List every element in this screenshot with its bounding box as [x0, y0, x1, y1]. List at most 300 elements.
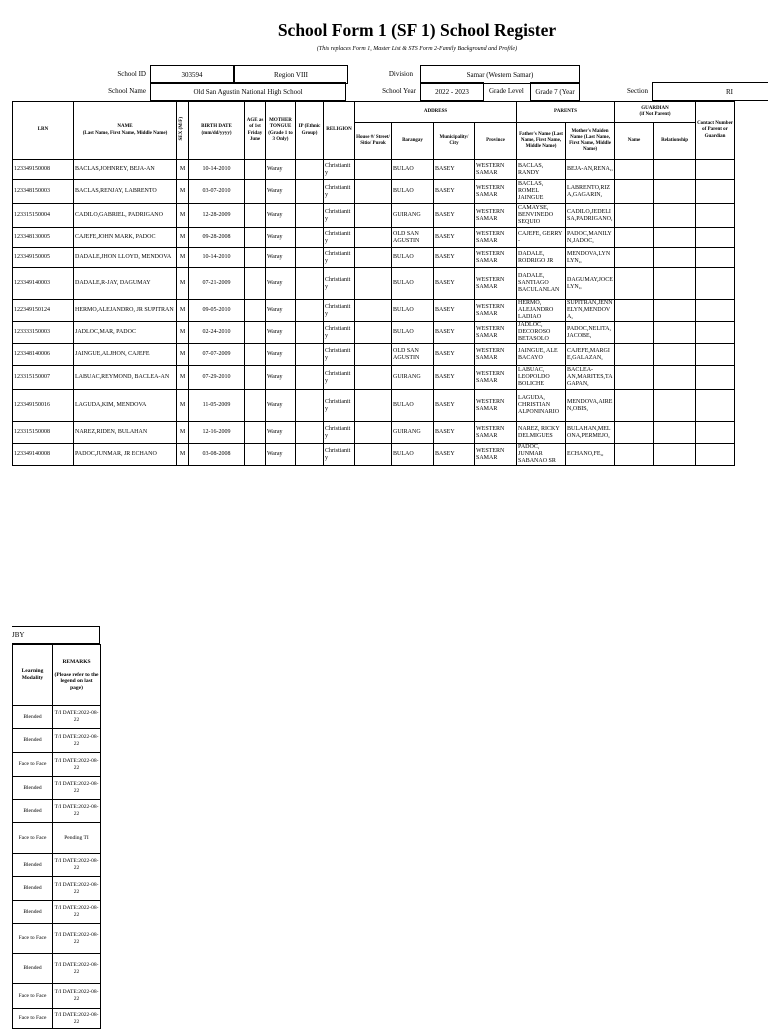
- col-remarks-sub: (Please refer to the legend on last page): [54, 671, 99, 691]
- cell-ip: [296, 366, 324, 390]
- cell-house: [355, 422, 392, 444]
- cell-guardian-rel: [654, 444, 696, 466]
- cell-remark: T/I DATE:2022-08-22: [53, 753, 101, 777]
- cell-birth: 07-29-2010: [189, 366, 245, 390]
- cell-religion: Christianity: [324, 300, 355, 322]
- cell-ip: [296, 322, 324, 344]
- cell-lrn: 123349140003: [13, 268, 74, 300]
- cell-age: [245, 390, 266, 422]
- cell-guardian-rel: [654, 422, 696, 444]
- col-tongue: MOTHER TONGUE (Grade 1 to 3 Only): [266, 102, 296, 160]
- cell-remark: T/I DATE:2022-08-22: [53, 706, 101, 729]
- cell-ip: [296, 444, 324, 466]
- cell-mother: PADOC,NELITA,JACOBE,: [566, 322, 615, 344]
- cell-guardian-rel: [654, 160, 696, 180]
- col-mother: Mother's Maiden Name (Last Name, First Name, Middle Name): [566, 123, 615, 160]
- cell-province: WESTERN SAMAR: [475, 322, 517, 344]
- list-item: [13, 877, 101, 901]
- cell-religion: Christianity: [324, 248, 355, 268]
- cell-city: BASEY: [434, 390, 475, 422]
- cell-modality: Blended: [13, 777, 53, 800]
- cell-remark: T/I DATE:2022-08-22: [53, 984, 101, 1009]
- col-guardian: [615, 102, 696, 123]
- cell-guardian-name: [615, 160, 654, 180]
- list-item: [13, 1009, 101, 1029]
- cell-guardian-rel: [654, 366, 696, 390]
- col-municipality: Municipality/ City: [434, 123, 475, 160]
- cell-modality: Face to Face: [13, 984, 53, 1009]
- cell-barangay: BULAO: [392, 322, 434, 344]
- cell-modality: Face to Face: [13, 823, 53, 854]
- cell-sex: M: [177, 160, 189, 180]
- list-item: [13, 706, 101, 729]
- col-guardian-sub: (if Not Parent): [639, 112, 671, 117]
- cell-mother: BULAHAN,MELONA,PERMEJO,: [566, 422, 615, 444]
- cell-city: BASEY: [434, 160, 475, 180]
- cell-modality: Blended: [13, 877, 53, 901]
- remarks-table: [12, 644, 101, 1029]
- cell-religion: Christianity: [324, 344, 355, 366]
- cell-sex: M: [177, 444, 189, 466]
- cell-city: BASEY: [434, 300, 475, 322]
- cell-house: [355, 300, 392, 322]
- cell-religion: Christianity: [324, 390, 355, 422]
- col-sex: [177, 102, 189, 160]
- col-name-label: NAME: [117, 124, 133, 130]
- cell-province: WESTERN SAMAR: [475, 180, 517, 204]
- cell-guardian-name: [615, 180, 654, 204]
- cell-religion: Christianity: [324, 366, 355, 390]
- cell-lrn: 123349140008: [13, 444, 74, 466]
- cell-tongue: Waray: [266, 344, 296, 366]
- cell-ip: [296, 204, 324, 228]
- cell-modality: Blended: [13, 901, 53, 924]
- cell-father: BACLAS, ROMEL JAINGUE: [517, 180, 566, 204]
- form-subtitle: (This replaces Form 1, Master List & STS Form 2-Family Background and Profile): [316, 46, 518, 52]
- col-father: Father's Name (Last Name, First Name, Middle Name): [517, 123, 566, 160]
- cell-tongue: Waray: [266, 248, 296, 268]
- cell-tongue: Waray: [266, 422, 296, 444]
- cell-birth: 07-07-2009: [189, 344, 245, 366]
- cell-age: [245, 300, 266, 322]
- cell-city: BASEY: [434, 268, 475, 300]
- cell-ip: [296, 180, 324, 204]
- table-row: [13, 366, 735, 390]
- col-guardian-label: GUARDIAN: [641, 105, 669, 111]
- cell-birth: 09-05-2010: [189, 300, 245, 322]
- cell-ip: [296, 160, 324, 180]
- region-field: Region VIII: [234, 65, 348, 84]
- cell-tongue: Waray: [266, 204, 296, 228]
- col-parents: PARENTS: [517, 102, 615, 123]
- section-field: [652, 82, 768, 101]
- cell-province: WESTERN SAMAR: [475, 160, 517, 180]
- cell-guardian-name: [615, 366, 654, 390]
- cell-age: [245, 422, 266, 444]
- cell-guardian-name: [615, 444, 654, 466]
- cell-name: LABUAC,REYMOND, BACLEA-AN: [74, 366, 177, 390]
- list-item: [13, 823, 101, 854]
- side-top-cell: JBY: [12, 626, 100, 644]
- cell-house: [355, 366, 392, 390]
- cell-mother: BEJA-AN,RENA,,: [566, 160, 615, 180]
- cell-remark: T/I DATE:2022-08-22: [53, 854, 101, 877]
- cell-contact: [696, 300, 735, 322]
- cell-barangay: BULAO: [392, 444, 434, 466]
- cell-sex: M: [177, 300, 189, 322]
- list-item: [13, 729, 101, 753]
- cell-contact: [696, 204, 735, 228]
- cell-sex: M: [177, 366, 189, 390]
- cell-house: [355, 160, 392, 180]
- register-table: [12, 101, 735, 466]
- cell-house: [355, 228, 392, 248]
- cell-birth: 12-16-2009: [189, 422, 245, 444]
- cell-mother: DAGUMAY,JOCELYN,,: [566, 268, 615, 300]
- table-row: [13, 390, 735, 422]
- school-name-label: School Name: [108, 87, 146, 95]
- cell-sex: M: [177, 180, 189, 204]
- cell-province: WESTERN SAMAR: [475, 228, 517, 248]
- col-learning-modality: Learning Modality: [13, 645, 53, 706]
- cell-contact: [696, 444, 735, 466]
- cell-name: JADLOC,MAR, PADOC: [74, 322, 177, 344]
- list-item: [13, 984, 101, 1009]
- cell-guardian-rel: [654, 344, 696, 366]
- cell-name: DADALE,R-JAY, DAGUMAY: [74, 268, 177, 300]
- cell-guardian-rel: [654, 322, 696, 344]
- cell-lrn: 123349150005: [13, 248, 74, 268]
- cell-ip: [296, 344, 324, 366]
- col-remarks-label: REMARKS: [62, 658, 91, 665]
- cell-remark: Pending TI: [53, 823, 101, 854]
- cell-province: WESTERN SAMAR: [475, 444, 517, 466]
- cell-age: [245, 180, 266, 204]
- cell-city: BASEY: [434, 228, 475, 248]
- cell-tongue: Waray: [266, 366, 296, 390]
- cell-province: WESTERN SAMAR: [475, 390, 517, 422]
- school-year-field: 2022 - 2023: [420, 82, 484, 101]
- section-label: Section: [627, 87, 648, 95]
- cell-house: [355, 344, 392, 366]
- col-guardian-rel: Relationship: [654, 123, 696, 160]
- grade-level-label: Grade Level: [489, 87, 524, 95]
- school-name-field: Old San Agustin National High School: [150, 82, 346, 101]
- cell-father: DADALE, SANTIAGO BACULANLAN: [517, 268, 566, 300]
- cell-lrn: 123349150016: [13, 390, 74, 422]
- cell-contact: [696, 268, 735, 300]
- cell-age: [245, 322, 266, 344]
- cell-contact: [696, 228, 735, 248]
- division-field: Samar (Western Samar): [420, 65, 580, 84]
- table-row: [13, 160, 735, 180]
- cell-city: BASEY: [434, 444, 475, 466]
- table-row: [13, 204, 735, 228]
- col-sex-label: SEX (M/F): [179, 117, 185, 141]
- table-row: [13, 180, 735, 204]
- cell-modality: Face to Face: [13, 924, 53, 954]
- cell-name: BACLAS,JOHNREY, BEJA-AN: [74, 160, 177, 180]
- cell-age: [245, 366, 266, 390]
- cell-modality: Face to Face: [13, 753, 53, 777]
- cell-city: BASEY: [434, 422, 475, 444]
- cell-lrn: 123333150003: [13, 322, 74, 344]
- cell-father: LABUAC, LEOPOLDO BOLICHE: [517, 366, 566, 390]
- cell-name: LAGUDA,KIM, MENDOVA: [74, 390, 177, 422]
- cell-city: BASEY: [434, 204, 475, 228]
- cell-age: [245, 204, 266, 228]
- cell-mother: MENDOVA,AIREN,OBIS,: [566, 390, 615, 422]
- cell-ip: [296, 248, 324, 268]
- cell-religion: Christianity: [324, 268, 355, 300]
- grade-level-field: Grade 7 (Year: [530, 82, 580, 101]
- cell-guardian-rel: [654, 204, 696, 228]
- cell-sex: M: [177, 322, 189, 344]
- cell-mother: MENDOVA,LYNLYN,,: [566, 248, 615, 268]
- cell-lrn: 123348140006: [13, 344, 74, 366]
- table-row: [13, 228, 735, 248]
- cell-guardian-name: [615, 390, 654, 422]
- cell-barangay: BULAO: [392, 390, 434, 422]
- cell-remark: T/I DATE:2022-08-22: [53, 954, 101, 984]
- cell-religion: Christianity: [324, 180, 355, 204]
- cell-guardian-name: [615, 344, 654, 366]
- cell-father: BACLAS, RANDY: [517, 160, 566, 180]
- list-item: [13, 777, 101, 800]
- table-row: [13, 444, 735, 466]
- cell-mother: PADOC,MANILYN,JADOC,: [566, 228, 615, 248]
- cell-house: [355, 180, 392, 204]
- cell-sex: M: [177, 422, 189, 444]
- cell-modality: Blended: [13, 954, 53, 984]
- cell-province: WESTERN SAMAR: [475, 366, 517, 390]
- cell-ip: [296, 228, 324, 248]
- cell-city: BASEY: [434, 180, 475, 204]
- table-row: [13, 344, 735, 366]
- cell-lrn: 123348150003: [13, 180, 74, 204]
- cell-ip: [296, 268, 324, 300]
- cell-remark: T/I DATE:2022-08-22: [53, 1009, 101, 1029]
- table-row: [13, 300, 735, 322]
- cell-father: CAMAYSE, BENVINEDO SEQUIO: [517, 204, 566, 228]
- division-label: Division: [388, 70, 413, 78]
- list-item: [13, 800, 101, 823]
- cell-father: DADALE, RODRIGO JR: [517, 248, 566, 268]
- cell-tongue: Waray: [266, 160, 296, 180]
- cell-modality: Blended: [13, 706, 53, 729]
- cell-modality: Blended: [13, 854, 53, 877]
- cell-tongue: Waray: [266, 390, 296, 422]
- cell-age: [245, 228, 266, 248]
- cell-birth: 07-21-2009: [189, 268, 245, 300]
- table-row: [13, 322, 735, 344]
- cell-city: BASEY: [434, 248, 475, 268]
- cell-contact: [696, 344, 735, 366]
- cell-age: [245, 160, 266, 180]
- cell-mother: SUPITRAN,JENNELYN,MENDOVA,: [567, 300, 613, 320]
- cell-father: JAINGUE, ALE BACAYO: [517, 344, 566, 366]
- cell-guardian-name: [615, 268, 654, 300]
- cell-province: WESTERN SAMAR: [475, 204, 517, 228]
- cell-birth: 11-05-2009: [189, 390, 245, 422]
- cell-guardian-rel: [654, 300, 696, 322]
- col-birth: [189, 102, 245, 160]
- cell-province: WESTERN SAMAR: [475, 268, 517, 300]
- cell-ip: [296, 300, 324, 322]
- cell-sex: M: [177, 204, 189, 228]
- col-province: Province: [475, 123, 517, 160]
- cell-guardian-name: [615, 300, 654, 322]
- cell-remark: T/I DATE:2022-08-22: [53, 800, 101, 823]
- cell-remark: T/I DATE:2022-08-22: [53, 777, 101, 800]
- cell-contact: [696, 248, 735, 268]
- cell-ip: [296, 390, 324, 422]
- cell-province: WESTERN SAMAR: [475, 344, 517, 366]
- cell-guardian-rel: [654, 180, 696, 204]
- cell-age: [245, 344, 266, 366]
- school-year-label: School Year: [382, 87, 416, 95]
- col-remarks: [53, 645, 101, 706]
- cell-mother: CADILO,JEDELISA,PADRIGANO,: [566, 204, 615, 228]
- col-name: [74, 102, 177, 160]
- cell-name: CAJEFE,JOHN MARK, PADOC: [74, 228, 177, 248]
- col-age: AGE as of 1st Friday June: [245, 102, 266, 160]
- cell-name: BACLAS,RENJAY, LABRENTO: [74, 180, 177, 204]
- cell-city: BASEY: [434, 366, 475, 390]
- list-item: [13, 924, 101, 954]
- cell-province: WESTERN SAMAR: [475, 300, 517, 322]
- cell-ip: [296, 422, 324, 444]
- col-name-sub: (Last Name, First Name, Middle Name): [82, 130, 168, 136]
- cell-modality: Blended: [13, 729, 53, 753]
- cell-tongue: Waray: [266, 180, 296, 204]
- cell-contact: [696, 160, 735, 180]
- cell-remark: T/I DATE:2022-08-22: [53, 877, 101, 901]
- cell-lrn: 122349150124: [13, 300, 74, 322]
- cell-modality: Face to Face: [13, 1009, 53, 1029]
- col-guardian-name: Name: [615, 123, 654, 160]
- cell-guardian-name: [615, 322, 654, 344]
- cell-father: JADLOC, DECOROSO BETASOLO: [517, 322, 566, 344]
- cell-barangay: OLD SAN AGUSTIN: [392, 228, 434, 248]
- cell-barangay: GUIRANG: [392, 204, 434, 228]
- cell-birth: 09-28-2008: [189, 228, 245, 248]
- cell-barangay: GUIRANG: [392, 422, 434, 444]
- cell-birth: 10-14-2010: [189, 248, 245, 268]
- cell-mother: ECHANO,FE,,: [566, 444, 615, 466]
- table-row: [13, 422, 735, 444]
- cell-religion: Christianity: [324, 160, 355, 180]
- cell-father: LAGUDA, CHRISTIAN ALPONINARIO: [517, 390, 566, 422]
- cell-province: WESTERN SAMAR: [475, 422, 517, 444]
- list-item: [13, 753, 101, 777]
- col-religion: RELIGION: [324, 102, 355, 160]
- cell-lrn: 123315150008: [13, 422, 74, 444]
- cell-religion: Christianity: [324, 228, 355, 248]
- school-id-label: School ID: [117, 70, 146, 78]
- cell-barangay: BULAO: [392, 180, 434, 204]
- cell-house: [355, 390, 392, 422]
- col-birth-label: BIRTH DATE: [201, 124, 232, 130]
- cell-contact: [696, 422, 735, 444]
- cell-age: [245, 268, 266, 300]
- cell-sex: M: [177, 248, 189, 268]
- cell-lrn: 123349150008: [13, 160, 74, 180]
- cell-father: PADOC, JUNMAR SABANAO SR: [517, 444, 566, 466]
- col-birth-sub: (mm/dd/yyyy): [201, 130, 232, 136]
- col-contact: Contact Number of Parent or Guardian: [696, 102, 735, 160]
- cell-city: BASEY: [434, 344, 475, 366]
- school-id-field: 303594: [150, 65, 234, 84]
- cell-age: [245, 248, 266, 268]
- cell-remark: T/I DATE:2022-08-22: [53, 924, 101, 954]
- cell-lrn: 123348130005: [13, 228, 74, 248]
- cell-father: CAJEFE, GERRY -: [517, 228, 566, 248]
- cell-tongue: Waray: [266, 268, 296, 300]
- cell-religion: Christianity: [324, 422, 355, 444]
- cell-house: [355, 204, 392, 228]
- cell-guardian-rel: [654, 268, 696, 300]
- cell-name: PADOC,JUNMAR, JR ECHANO: [74, 444, 177, 466]
- col-ip: IP (Ethnic Group): [296, 102, 324, 160]
- cell-birth: 02-24-2010: [189, 322, 245, 344]
- cell-name: DADALE,JHON LLOYD, MENDOVA: [74, 248, 177, 268]
- cell-guardian-name: [615, 204, 654, 228]
- cell-sex: M: [177, 344, 189, 366]
- list-item: [13, 854, 101, 877]
- list-item: [13, 901, 101, 924]
- section-value: RI: [726, 88, 733, 96]
- cell-tongue: Waray: [266, 300, 296, 322]
- cell-guardian-name: [615, 228, 654, 248]
- cell-name: NAREZ,RIDEN, BULAHAN: [74, 422, 177, 444]
- cell-age: [245, 444, 266, 466]
- cell-name: CADILO,GABRIEL, PADRIGANO: [74, 204, 177, 228]
- cell-guardian-rel: [654, 228, 696, 248]
- cell-religion: Christianity: [324, 322, 355, 344]
- cell-birth: 10-14-2010: [189, 160, 245, 180]
- cell-remark: T/I DATE:2022-08-22: [53, 901, 101, 924]
- cell-barangay: GUIRANG: [392, 366, 434, 390]
- table-row: [13, 248, 735, 268]
- cell-tongue: Waray: [266, 228, 296, 248]
- cell-modality: Blended: [13, 800, 53, 823]
- cell-guardian-rel: [654, 248, 696, 268]
- col-lrn: LRN: [13, 102, 74, 160]
- cell-mother: CAJEFE,MARGIE,GALAZAN,: [566, 344, 615, 366]
- col-house: House #/ Street/ Sitio/ Purok: [355, 123, 392, 160]
- cell-guardian-rel: [654, 390, 696, 422]
- col-barangay: Barangay: [392, 123, 434, 160]
- cell-guardian-name: [615, 422, 654, 444]
- cell-province: WESTERN SAMAR: [475, 248, 517, 268]
- cell-tongue: Waray: [266, 322, 296, 344]
- cell-remark: T/I DATE:2022-08-22: [53, 729, 101, 753]
- col-address: ADDRESS: [355, 102, 517, 123]
- cell-barangay: BULAO: [392, 160, 434, 180]
- cell-mother: BACLEA-AN,MARITES,TAGAPAN,: [566, 366, 615, 390]
- cell-guardian-name: [615, 248, 654, 268]
- cell-city: BASEY: [434, 322, 475, 344]
- cell-house: [355, 322, 392, 344]
- cell-lrn: 123315150007: [13, 366, 74, 390]
- cell-sex: M: [177, 390, 189, 422]
- cell-religion: Christianity: [324, 204, 355, 228]
- cell-father: NAREZ, RICKY DELMIGUES: [517, 422, 566, 444]
- cell-contact: [696, 180, 735, 204]
- cell-house: [355, 268, 392, 300]
- cell-barangay: OLD SAN AGUSTIN: [392, 344, 434, 366]
